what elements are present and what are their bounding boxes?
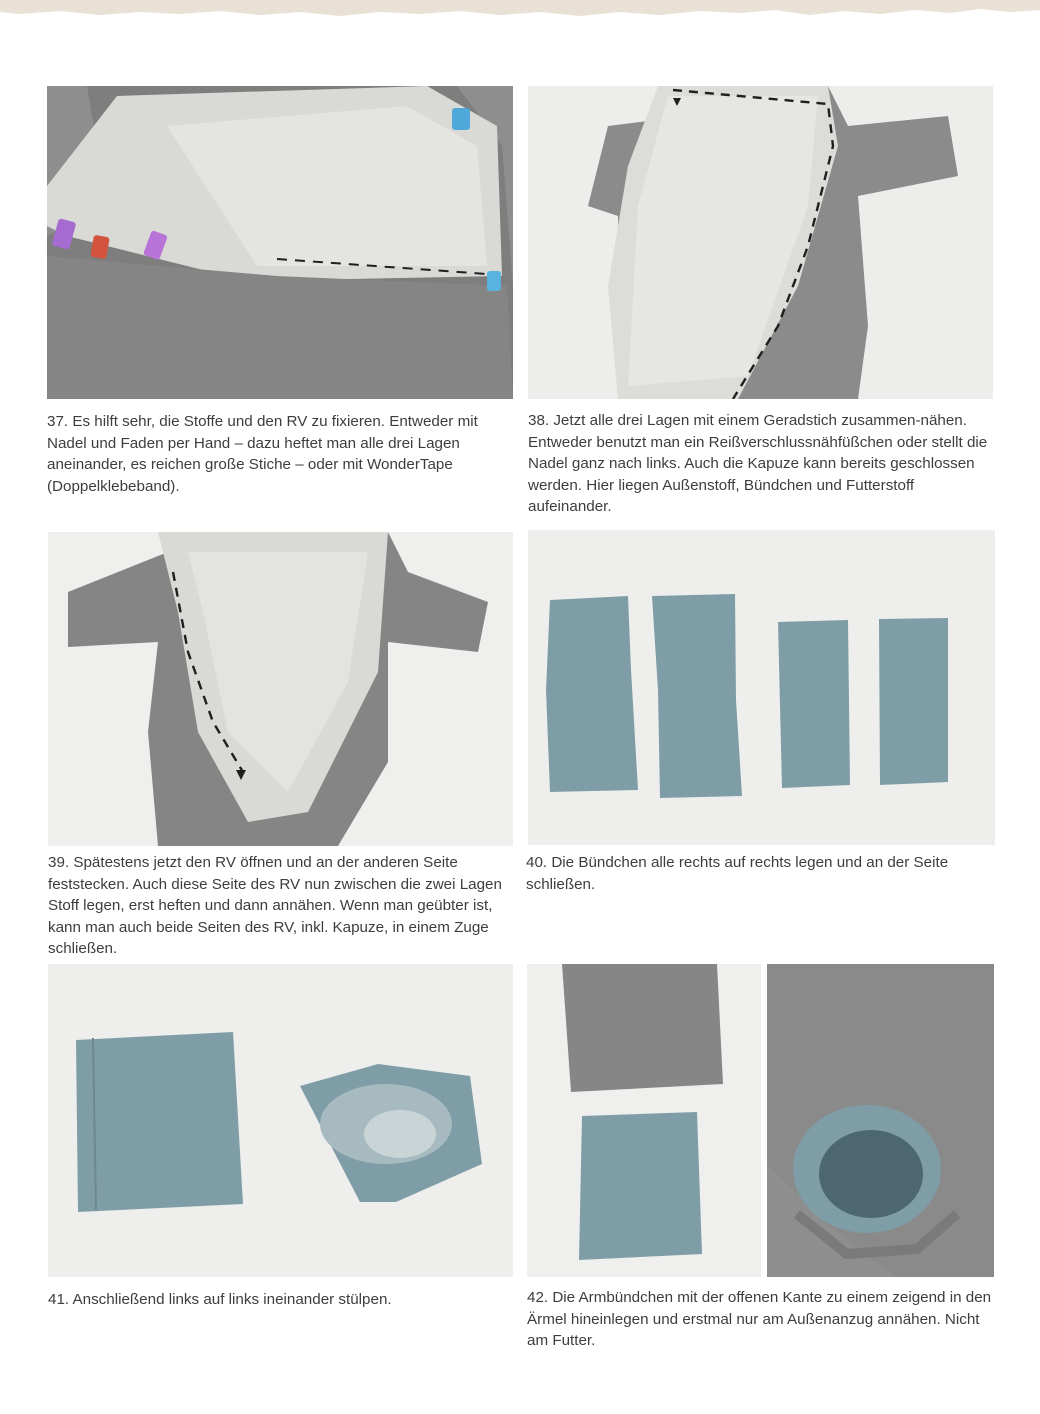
- step-37-photo: [47, 86, 513, 399]
- step-40-photo: [528, 530, 995, 845]
- step-42-photo-right: [767, 964, 994, 1277]
- step-42-photo-left: [527, 964, 761, 1277]
- torn-paper-edge: [0, 0, 1040, 22]
- step-37-caption: 37. Es hilft sehr, die Stoffe und den RV zu fixieren. Entweder mit Nadel und Faden per Hand – dazu heftet man alle drei Lagen aneinander, es reichen große Stiche – oder mit WonderTape (Doppelklebeband).: [47, 413, 478, 495]
- step-40-caption: 40. Die Bündchen alle rechts auf rechts legen und an der Seite schließen.: [526, 854, 949, 893]
- step-38-caption: 38. Jetzt alle drei Lagen mit einem Geradstich zusammen-nähen. Entweder benutzt man ein Reißverschlussnähfüßchen oder stellt die Nadel ganz nach links. Auch die Kapuze kann bereits geschlossen werden. Hier liegen Außenstoff, Bündchen und Futterstoff aufeinander.: [528, 412, 988, 515]
- step-41-photo: [48, 964, 513, 1277]
- step-42-caption: 42. Die Armbündchen mit der offenen Kante zu einem zeigend in den Ärmel hineinlegen und erstmal nur am Außenanzug annähen. Nicht am Futter.: [527, 1289, 992, 1349]
- step-41-caption: 41. Anschließend links auf links ineinander stülpen.: [48, 1291, 392, 1308]
- step-39-photo: [48, 532, 513, 846]
- step-39-caption: 39. Spätestens jetzt den RV öffnen und an der anderen Seite feststecken. Auch diese Seite des RV nun zwischen die zwei Lagen Stoff legen, erst heften und dann annähen. Wenn man geübter ist, kann man auch beide Seiten des RV, inkl. Kapuze, in einem Zuge schließen.: [48, 854, 502, 957]
- step-38-photo: [528, 86, 993, 399]
